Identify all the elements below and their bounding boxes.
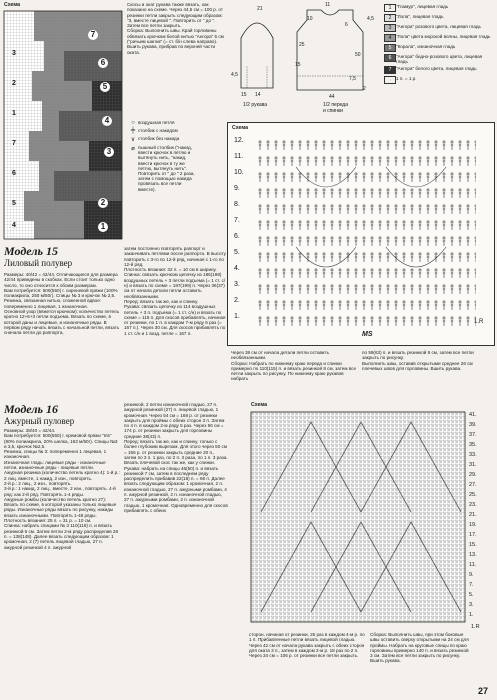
row-label: 10. (234, 169, 244, 176)
crochet-chart (227, 122, 495, 346)
row-label: 8. (234, 201, 240, 208)
body-dim-44: 44 (329, 94, 335, 100)
legend-label: "Лола", лицевая гладь (396, 14, 444, 19)
row-label: 37. (469, 432, 477, 438)
chart-number-6: 6 (98, 58, 108, 68)
legend-label: пышный столбик ("накид, ввести крючок в петлю и вытянуть нить, "накид, ввести крючок в ту же петлю, вытянуть нить". Повторить от " до " 2 раза, затем с помощью накида провязать все петли вместе). (138, 145, 195, 192)
legend-label: столбик с накидом (138, 128, 178, 133)
chart-number-5: 5 (100, 82, 110, 92)
crochet-symbols (256, 137, 476, 327)
row-label: 19. (469, 522, 477, 528)
body-dim-10: 10 (307, 16, 313, 22)
chart-label-5a: 5 (12, 200, 16, 207)
row-label: 25. (469, 492, 477, 498)
lace-chart-section (249, 402, 495, 630)
legend-box: 6 (384, 54, 396, 62)
lace-row-labels (469, 412, 493, 622)
model16-col2: резинкой, 2 петли изнаночной гладью, 27 п. ажурной резинкой (27) п. лицевой гладью, 1 кромочная. Через 54 см = 168 р. от резинки закрыть для проймы с обеих сторон 3 п. Затем по 4 п. в каждом 2-м ряду 5 раз. Через 56 см = 174 р. от резинки закрыть для горловины средние 38(43) п. Перед: вязать так же, как и спинку, только с более глубоким вырезом. Для этого через 50 см = 156 р. от резинки закрыть средние 20 п., затем по 3 п. 1 раз, по 2 п. 3 раза, по 1 п. 3 раза. Вязать плечевой скос так же, как у спинки. Рукава: набрать на спицы 46(50) п. и вязать резинкой 7 см, затем в последнем ряду распределить прибавив 22(18) п. = 68 п. Далее вязать следующим образом: 1 кромочная, 2 п. изнаночной гладью, 27 п. ажурными ромбами, 4 п. ажурной резинкой, 2 п. изнаночной гладью, 27 п. ажурными ромбами, 2 п. изнаночной гладью, 1 кромочная. Одновременно для скосов прибавлять с обеих (124, 402, 228, 513)
row-label: 2. (234, 297, 240, 304)
chart-label-2a: 2 (12, 80, 16, 87)
legend-label: столбик без накида (138, 136, 180, 141)
row-label: 41. (469, 412, 477, 418)
top-instructions-text: Скосы и окат рукава также вязать, как показано на схеме. Через 44,5 см = 100 р. от резинки петли закрыть следующим образом: "3, вместе лицевой ". Повторить от " до ". Затем все петли закрыть. Сборка: Выполнить швы. Край горловины обвязать крючком белой нитью "Ангора" 5 см ("рачьим шагом" (= ст. б/н слева направо). Вшить рукава, прибрав по верхней части оката. (127, 2, 224, 55)
legend-label: "Корала", изнаночная гладь (396, 44, 456, 49)
stitch-legend-row (128, 136, 224, 143)
sleeve-dim-15: 15 (241, 92, 247, 98)
single-crochet-icon: ∨ (130, 137, 136, 143)
chart-number-1: 1 (98, 222, 108, 232)
crochet-chart-row-labels (234, 137, 254, 329)
legend-box: 7 (384, 66, 396, 74)
row-label: 3. (469, 602, 474, 608)
legend-box (384, 76, 396, 84)
color-chart-title: Схема (4, 2, 20, 8)
body-dim-11: 11 (325, 2, 331, 8)
row-label: 27. (469, 482, 477, 488)
sleeve-dim-21: 21 (257, 6, 263, 12)
row-label: 3. (234, 281, 240, 288)
yarn-legend-row (384, 34, 494, 42)
body-caption: 1/2 переда и спинки (323, 102, 348, 114)
legend-label: воздушная петля (138, 120, 175, 125)
model15-title: Модель 15 (4, 244, 58, 258)
stitch-legend-row (128, 128, 224, 134)
sleeve-schematic (233, 8, 281, 90)
row-label: 12. (234, 137, 244, 144)
model16-col3: сторон, начиная от резинки, 26 раз в каждом 4-м р. по 1 п. Прибавленные петли вязать лицевой гладью. Через 42 см от начала рукава закрыть с обеих сторон для оката 3 п., затем в каждом 2-м р. 18 раз по 2 п. Через 34 см = 106 р. от резинки все петли закрыть. (249, 632, 366, 659)
row-label: 11. (469, 562, 477, 568)
row-label: 4. (234, 265, 240, 272)
sleeve-dim-45: 4,5 (231, 72, 238, 78)
row-label: 1. (234, 313, 240, 320)
chart-label-1a: 1 (12, 110, 16, 117)
legend-label: "Ангора" белого цвета, лицевая гладь (396, 66, 477, 72)
row-label: 6. (234, 233, 240, 240)
model15-col1: Размеры: 40/42 = 42/44. Отличающиеся для размера 42/44 приведены в скобках. Если стоит только одно число, то оно относится к обоим размерам. Вам потребуется: 500(550) г. сиреневой пряжи (100% полиакрила, 250 м/50г). Спицы № 3 и крючок № 2,5. Резинка, связанная нитью, сложенной вдвое: попеременно 1 лицевая, 1 изнаночная. Основной узор (вяжется крючком): количество петель кратно 12+6+3 петли подъема. Вязать по схеме, в которой даны и лицевые, и изнаночные ряды. В первом ряду начать вязать с начальной петли, вязать сначала петли до раппорта, (4, 272, 120, 336)
row-label: 7. (234, 217, 240, 224)
schematics (229, 2, 389, 118)
lace-chart-title: Схема (251, 402, 267, 408)
yarn-legend-row (384, 24, 494, 32)
body-dim-75: 7,5 (349, 76, 356, 82)
r-label: 1.R (474, 319, 484, 325)
body-dim-45: 4,5 (367, 16, 374, 22)
row-label: 33. (469, 452, 477, 458)
row-label: 13. (469, 552, 477, 558)
row-label: 7. (469, 582, 474, 588)
color-chart-section (2, 2, 124, 242)
lace-r-label: 1.R (471, 624, 480, 630)
body-dim-6: 6 (345, 22, 348, 28)
row-label: 9. (469, 572, 474, 578)
model16-subtitle: Ажурный пуловер (4, 416, 75, 426)
chart-label-6a: 6 (12, 170, 16, 177)
row-label: 5. (234, 249, 240, 256)
crochet-chart-title: Схема (232, 125, 248, 131)
chart-number-3: 3 (104, 147, 114, 157)
row-label: 9. (234, 185, 240, 192)
model15-col3: Через 38 см от начала детали петли оставить необвязанными. Сборка: Набрать по нижнему краю переда и спинки примерно по 110(115) п. и вязать резинкой 8 см, затем все петли закрыть по рисунку. По нижнему краю рукавов набрать (231, 350, 356, 382)
model16-col1: Размеры: 38/40 = 42/44. Вам потребуется: 500(550) г. кремовой пряжи "Iris" (80% полиакрила, 20% шелка, 163 м/50г). Спицы №3 и 3,5, крючок №2,5. Резинка, спицы № 3: попеременно 1 лицевая, 1 изнаночная. Изнаночная гладь: лицевые ряды - изнаночные петли, изнаночные ряды - лицевые петли. Ажурная резинка (количество петель кратно 4): 1-й р.: 2 лиц. вместе, 1 накид, 2 изн., повторять. 2-й р.: 2 лиц., 2 изн., повторять. 3-й р.: 1 накид, 2 лиц., вместе, 2 изн., повторять. 4-й ряд: как 2-й ряд. Повторять 1-4 ряды. Ажурные ромбы (количество петель кратно 27): Вязать по схеме, в которой указаны только лицевые ряды. Изнаночные ряды вязать по рисунку, накиды вязать изнаночными. Повторять 1-48 ряды. Плотность вязания: 25 п. = 31 р. = 10 см. Спинка: набрать спицами № 3 110(118) п. и вязать резинкой 6 см. Затем петли 2-м ряду распределив 28 п. = 138(148). Далее вязать следующим образом: 1 кромочная, 2 (7) петель лицевой гладью, 27 п. ажурной резинкой 4 п. ажурной (4, 428, 120, 550)
stitch-legend (128, 120, 224, 194)
row-label: 5. (469, 592, 474, 598)
legend-label: "Ангора" бедно-розового цвета, лицевая гладь (396, 54, 483, 65)
puff-stitch-icon: ⌀ (131, 146, 135, 152)
row-label: 31. (469, 462, 477, 468)
ms-label: MS (362, 331, 373, 338)
chain-icon: ○ (131, 120, 135, 126)
row-label: 21. (469, 512, 477, 518)
body-dim-25: 25 (299, 42, 305, 48)
chart-number-7: 7 (88, 30, 98, 40)
page-number: 27 (478, 686, 489, 696)
chart-label-3a: 3 (12, 50, 16, 57)
legend-label: "Гламур", лицевая гладь (396, 4, 449, 9)
double-crochet-icon: ╪ (130, 128, 136, 134)
legend-label: "Лола" цвета морской волны, лицевая гладь (396, 34, 491, 39)
legend-box: 4 (384, 34, 396, 42)
sleeve-dim-14: 14 (255, 92, 261, 98)
sleeve-caption: 1/2 рукава (243, 102, 268, 108)
chart-label-4a: 4 (12, 222, 16, 229)
legend-box: 3 (384, 24, 396, 32)
legend-label: 1 п. = 1 р. (396, 76, 417, 82)
yarn-legend (384, 4, 494, 86)
chart-number-4: 4 (102, 116, 112, 126)
chart-label-7a: 7 (12, 140, 16, 147)
row-label: 23. (469, 502, 477, 508)
row-label: 35. (469, 442, 477, 448)
yarn-legend-row (384, 4, 494, 12)
lace-chart-grid (251, 412, 465, 622)
legend-box: 2 (384, 14, 396, 22)
yarn-legend-row (384, 14, 494, 22)
model16-title: Модель 16 (4, 402, 58, 416)
row-label: 29. (469, 472, 477, 478)
yarn-legend-row (384, 44, 494, 52)
legend-box: 5 (384, 44, 396, 52)
stitch-legend-row (128, 145, 224, 192)
row-label: 17. (469, 532, 477, 538)
body-dim-15: 15 (295, 62, 301, 68)
yarn-legend-row (384, 66, 494, 74)
yarn-legend-row (384, 54, 494, 64)
row-label: 1. (469, 612, 474, 618)
model15-col2: затем постоянно повторять раппорт и заканчивать петлями после раппорта. В высоту повторить с 3-го по 12-й ряд, начиная с 1-го по 12-й ряд. Плотность вязания: 32 п. = 10 см в ширину. Спинка: связать крючком цепочку из 186(198) воздушных петель + 3 петли подъема (= 1 ст. с/н) и вязать по схеме = 187(199) п. Через 36(37) см от начала детали петли оставить необвязанными. Перед: вязать так же, как и спинку. Рукава: связать цепочку из 114 воздушных петель + 3 п. подъема (= 1 ст. с/н) и вязать по схеме = 115 п. Для скосов прибавлять, начиная от резинки, по 1 п. в каждом 7-м ряду 6 раз (= 167 п.). Через 30 см. Для скосов прибавлять по 1 ст. с/н и 1 возд. петле = 167 п. (124, 246, 226, 336)
row-label: 39. (469, 422, 477, 428)
stitch-legend-row (128, 120, 224, 126)
yarn-legend-row (384, 76, 494, 84)
chart-number-2: 2 (98, 198, 108, 208)
body-dim-50: 50 (355, 52, 361, 58)
legend-box: 1 (384, 4, 396, 12)
row-label: 11. (234, 153, 244, 160)
model15-col4: по 59(63) п. и вязать резинкой 8 см, затем все петли закрыть по рисунку. Выполнить швы, оставив открытыми среднее 26 см плечевых швов для горловины. Вшить рукава. (362, 350, 474, 371)
row-label: 15. (469, 542, 477, 548)
body-dim-2: 2 (363, 86, 366, 92)
legend-label: "Ангора" розового цвета, лицевая гладь (396, 24, 481, 29)
model16-col4: Сборка: Выполнить швы, при этом боковые швы оставить сверху открытыми на 24 см для проймы. Набрать на круговые спицы по краю горловины примерно 140 п. и вязать резинкой 3 см. Затем все петли закрыть по рисунку. Вшить рукава. (370, 632, 471, 664)
model15-subtitle: Лиловый полувер (4, 258, 73, 268)
